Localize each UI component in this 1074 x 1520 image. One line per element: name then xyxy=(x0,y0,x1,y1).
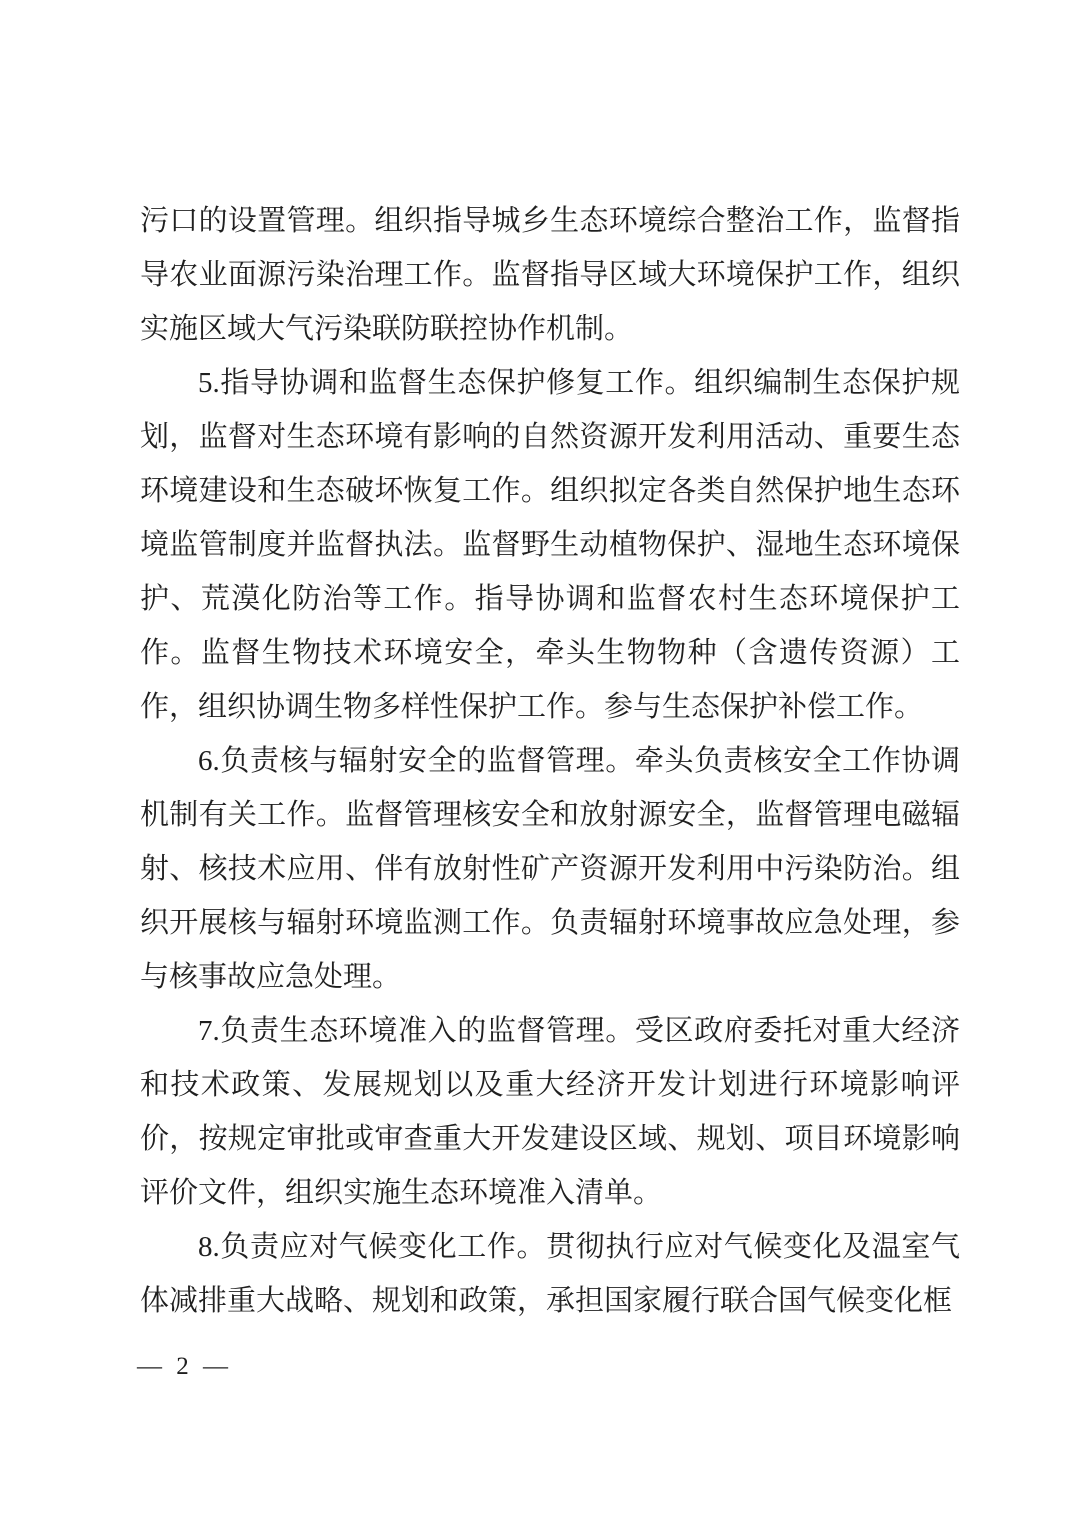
paragraph: 污口的设置管理。组织指导城乡生态环境综合整治工作，监督指导农业面源污染治理工作。监督指导区域大环境保护工作，组织实施区域大气污染联防联控协作机制。 xyxy=(140,205,960,345)
paragraph-list xyxy=(140,194,960,1328)
document-body xyxy=(140,194,960,1328)
paragraph: 5.指导协调和监督生态保护修复工作。组织编制生态保护规划，监督对生态环境有影响的自然资源开发利用活动、重要生态环境建设和生态破坏恢复工作。组织拟定各类自然保护地生态环境监管制度并监督执法。监督野生动植物保护、湿地生态环境保护、荒漠化防治等工作。指导协调和监督农村生态环境保护工作。监督生物技术环境安全，牵头生物物种（含遗传资源）工作，组织协调生物多样性保护工作。参与生态保护补偿工作。 xyxy=(140,367,960,723)
paragraph: 6.负责核与辐射安全的监督管理。牵头负责核安全工作协调机制有关工作。监督管理核安全和放射源安全，监督管理电磁辐射、核技术应用、伴有放射性矿产资源开发利用中污染防治。组织开展核与辐射环境监测工作。负责辐射环境事故应急处理，参与核事故应急处理。 xyxy=(140,745,960,993)
paragraph: 7.负责生态环境准入的监督管理。受区政府委托对重大经济和技术政策、发展规划以及重大经济开发计划进行环境影响评价，按规定审批或审查重大开发建设区域、规划、项目环境影响评价文件，组织实施生态环境准入清单。 xyxy=(140,1015,960,1209)
page-number: — 2 — xyxy=(137,1353,230,1380)
paragraph: 8.负责应对气候变化工作。贯彻执行应对气候变化及温室气体减排重大战略、规划和政策，承担国家履行联合国气候变化框 xyxy=(140,1231,960,1317)
